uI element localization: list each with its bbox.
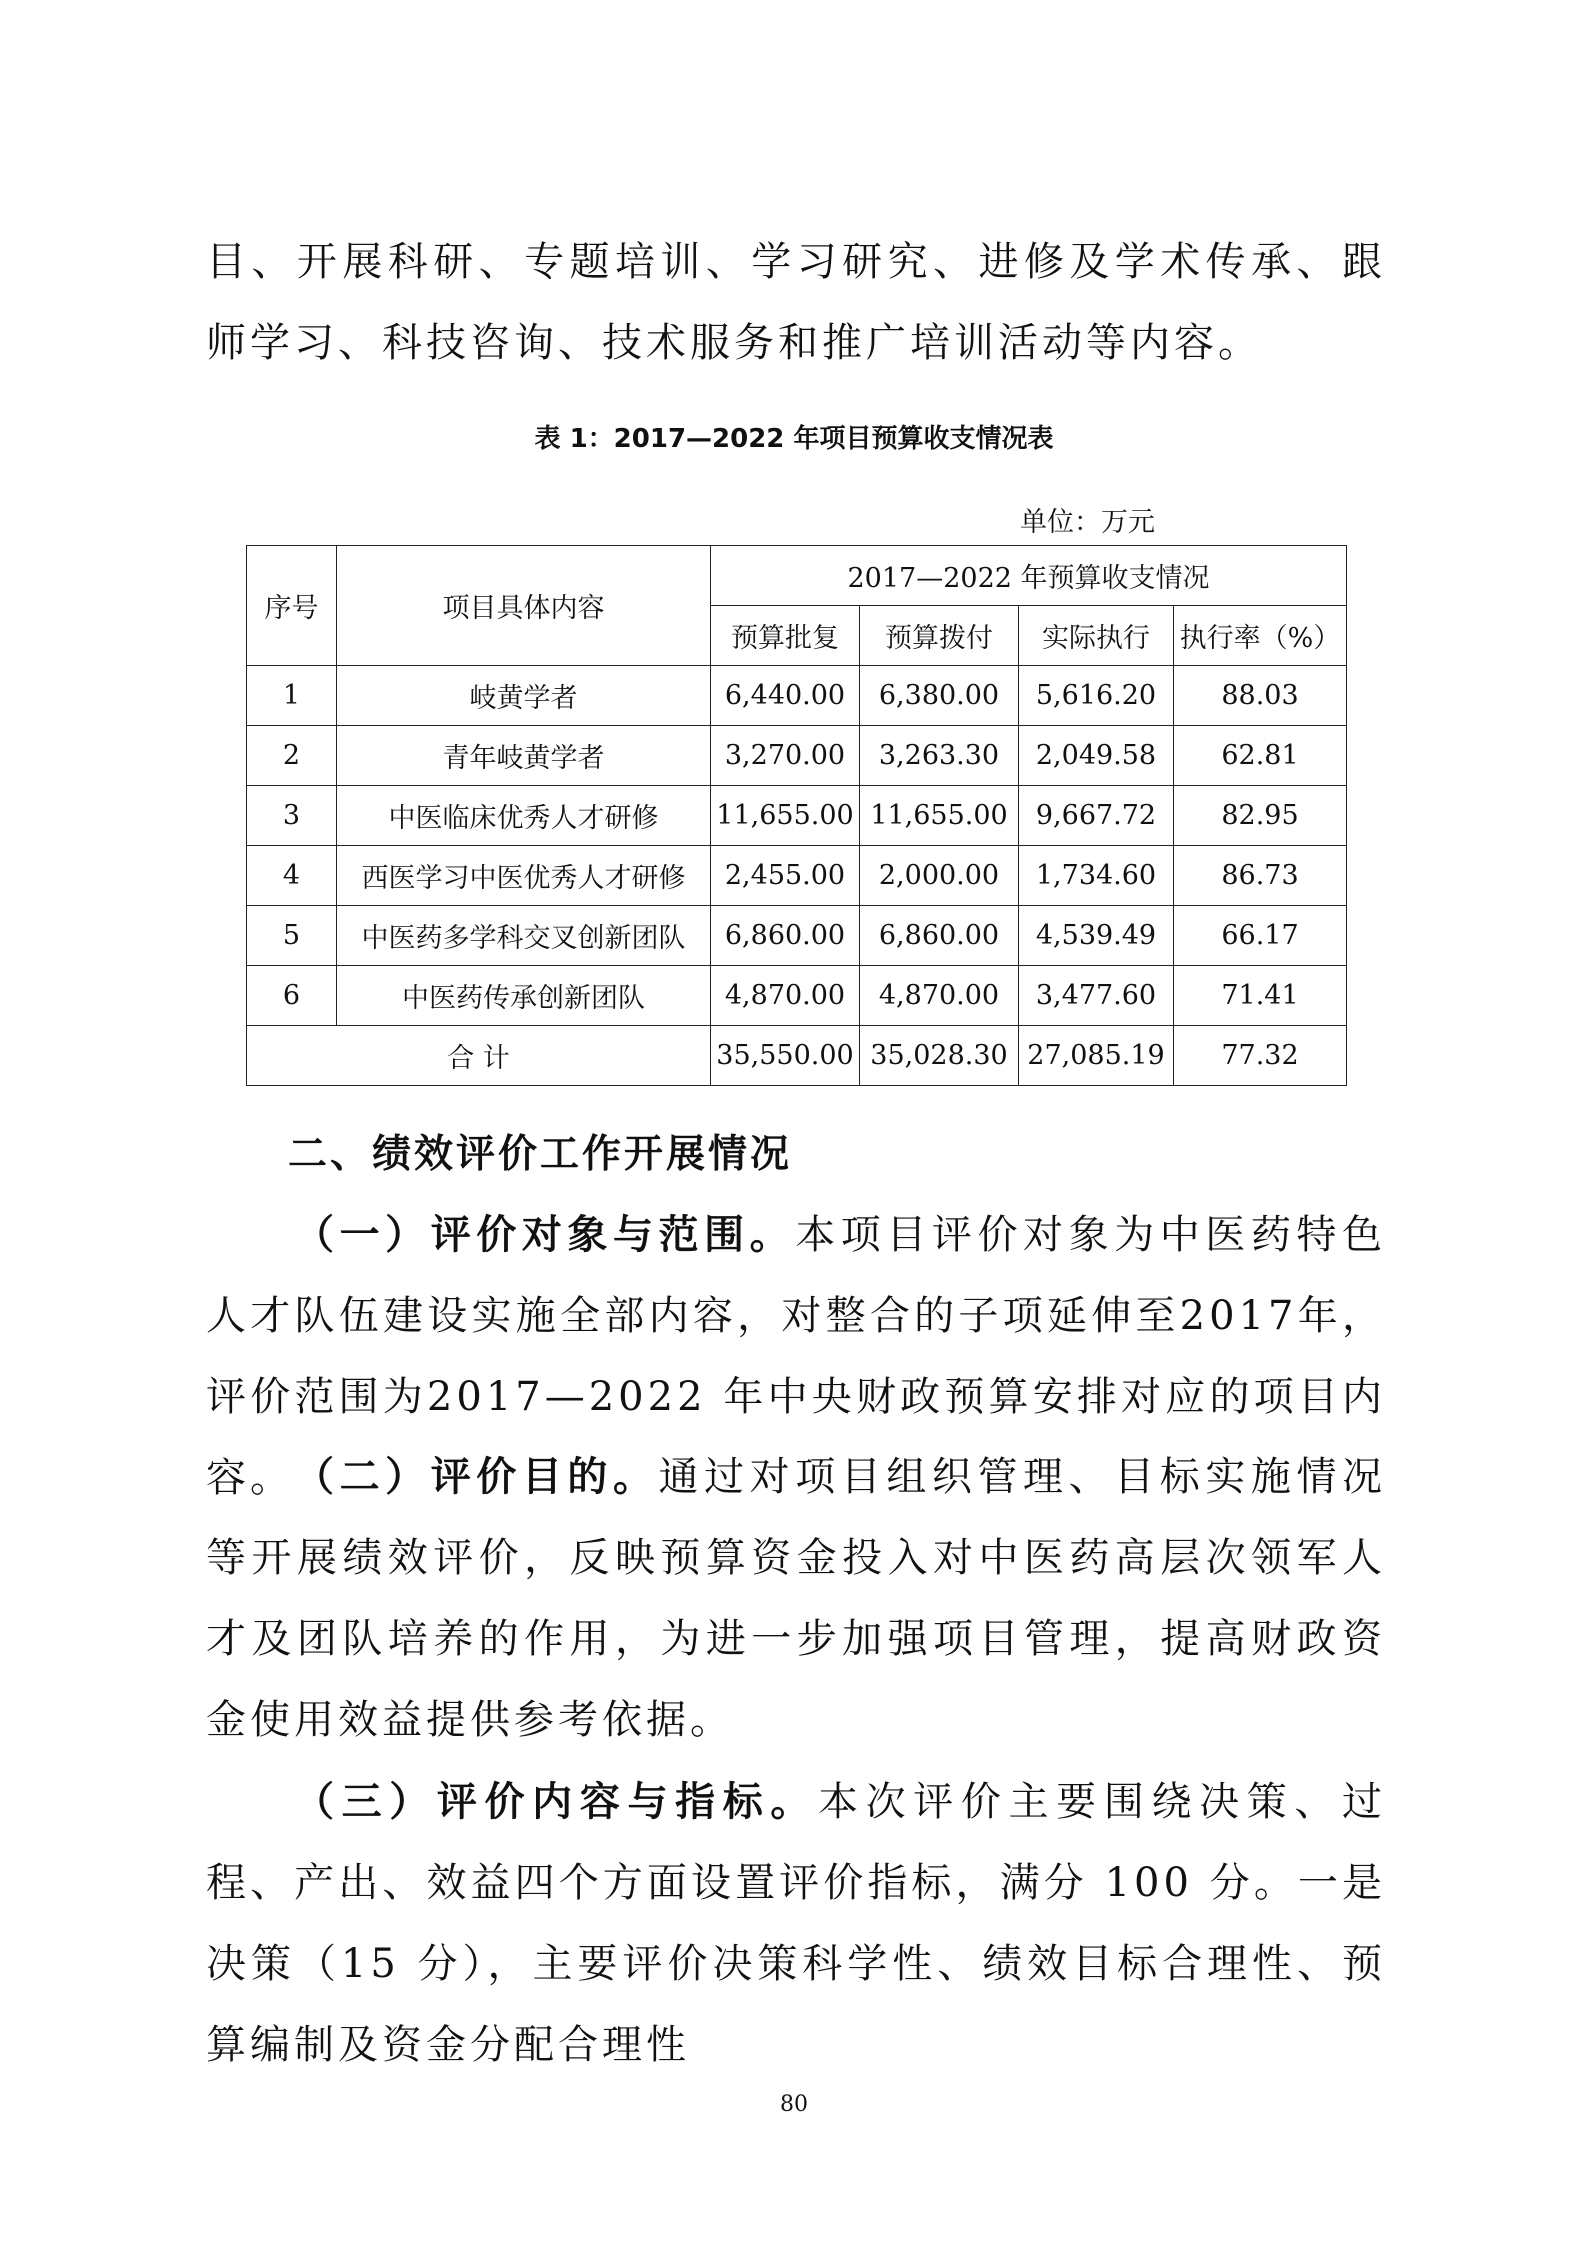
cell-rate: 82.95 [1174, 786, 1347, 846]
cell-seq: 2 [247, 726, 337, 786]
section-body: 本次评价主要围绕决策、过程、产出、效益四个方面设置评价指标，满分 100 分。一是决策（15 分），主要评价决策科学性、绩效目标合理性、预算编制及资金分配合理性 [206, 1779, 1386, 2068]
header-executed: 实际执行 [1019, 606, 1174, 666]
table-unit: 单位：万元 [1020, 507, 1155, 538]
cell-name: 青年岐黄学者 [337, 726, 711, 786]
cell-rate: 88.03 [1174, 666, 1347, 726]
cell-allocated: 6,860.00 [860, 906, 1019, 966]
cell-executed: 3,477.60 [1019, 966, 1174, 1026]
total-label: 合 计 [247, 1026, 711, 1086]
section-body: 本项目评价对象为中医药特色人才队伍建设实施全部内容，对整合的子项延伸至2017年，评价范围为2017—2022 年中央财政预算安排对应的项目内容。 [206, 1212, 1387, 1501]
section-paragraph-content [206, 1762, 1386, 2086]
intro-paragraph: 目、开展科研、专题培训、学习研究、进修及学术传承、跟师学习、科技咨询、技术服务和推广培训活动等内容。 [206, 239, 1386, 366]
table-row [247, 966, 1347, 1026]
budget-table [246, 545, 1347, 1086]
header-allocated: 预算拨付 [860, 606, 1019, 666]
cell-allocated: 6,380.00 [860, 666, 1019, 726]
header-rate: 执行率（%） [1174, 606, 1347, 666]
cell-allocated: 2,000.00 [860, 846, 1019, 906]
table-row [247, 846, 1347, 906]
header-content: 项目具体内容 [337, 546, 711, 666]
total-approved: 35,550.00 [711, 1026, 860, 1086]
table-row [247, 726, 1347, 786]
header-group: 2017—2022 年预算收支情况 [711, 546, 1347, 606]
cell-seq: 6 [247, 966, 337, 1026]
cell-seq: 5 [247, 906, 337, 966]
header-seq: 序号 [247, 546, 337, 666]
cell-rate: 62.81 [1174, 726, 1347, 786]
cell-approved: 3,270.00 [711, 726, 860, 786]
cell-approved: 6,440.00 [711, 666, 860, 726]
cell-executed: 4,539.49 [1019, 906, 1174, 966]
cell-name: 中医药传承创新团队 [337, 966, 711, 1026]
table-row [247, 666, 1347, 726]
table-caption: 表 1：2017—2022 年项目预算收支情况表 [534, 424, 1054, 454]
cell-seq: 3 [247, 786, 337, 846]
cell-rate: 86.73 [1174, 846, 1347, 906]
cell-seq: 1 [247, 666, 337, 726]
cell-approved: 4,870.00 [711, 966, 860, 1026]
page-number: 80 [780, 2092, 808, 2117]
cell-approved: 6,860.00 [711, 906, 860, 966]
cell-executed: 9,667.72 [1019, 786, 1174, 846]
cell-seq: 4 [247, 846, 337, 906]
cell-allocated: 11,655.00 [860, 786, 1019, 846]
cell-executed: 5,616.20 [1019, 666, 1174, 726]
total-allocated: 35,028.30 [860, 1026, 1019, 1086]
total-executed: 27,085.19 [1019, 1026, 1174, 1086]
section-lead: （二）评价目的。 [294, 1454, 659, 1500]
cell-name: 中医药多学科交叉创新团队 [337, 906, 711, 966]
section-lead: （一）评价对象与范围。 [294, 1212, 796, 1258]
cell-approved: 2,455.00 [711, 846, 860, 906]
cell-executed: 1,734.60 [1019, 846, 1174, 906]
cell-rate: 66.17 [1174, 906, 1347, 966]
cell-name: 中医临床优秀人才研修 [337, 786, 711, 846]
cell-executed: 2,049.58 [1019, 726, 1174, 786]
section-lead: （三）评价内容与指标。 [294, 1779, 818, 1825]
section-paragraph-purpose [206, 1437, 1386, 1761]
section-body: 通过对项目组织管理、目标实施情况等开展绩效评价，反映预算资金投入对中医药高层次领军人才及团队培养的作用，为进一步加强项目管理，提高财政资金使用效益提供参考依据。 [206, 1454, 1387, 1743]
total-rate: 77.32 [1174, 1026, 1347, 1086]
table-total-row [247, 1026, 1347, 1086]
table-row [247, 786, 1347, 846]
cell-allocated: 3,263.30 [860, 726, 1019, 786]
cell-rate: 71.41 [1174, 966, 1347, 1026]
header-approved: 预算批复 [711, 606, 860, 666]
table-row [247, 906, 1347, 966]
cell-approved: 11,655.00 [711, 786, 860, 846]
section-heading: 二、绩效评价工作开展情况 [288, 1132, 793, 1177]
cell-name: 西医学习中医优秀人才研修 [337, 846, 711, 906]
table-header-row [247, 546, 1347, 606]
cell-allocated: 4,870.00 [860, 966, 1019, 1026]
cell-name: 岐黄学者 [337, 666, 711, 726]
